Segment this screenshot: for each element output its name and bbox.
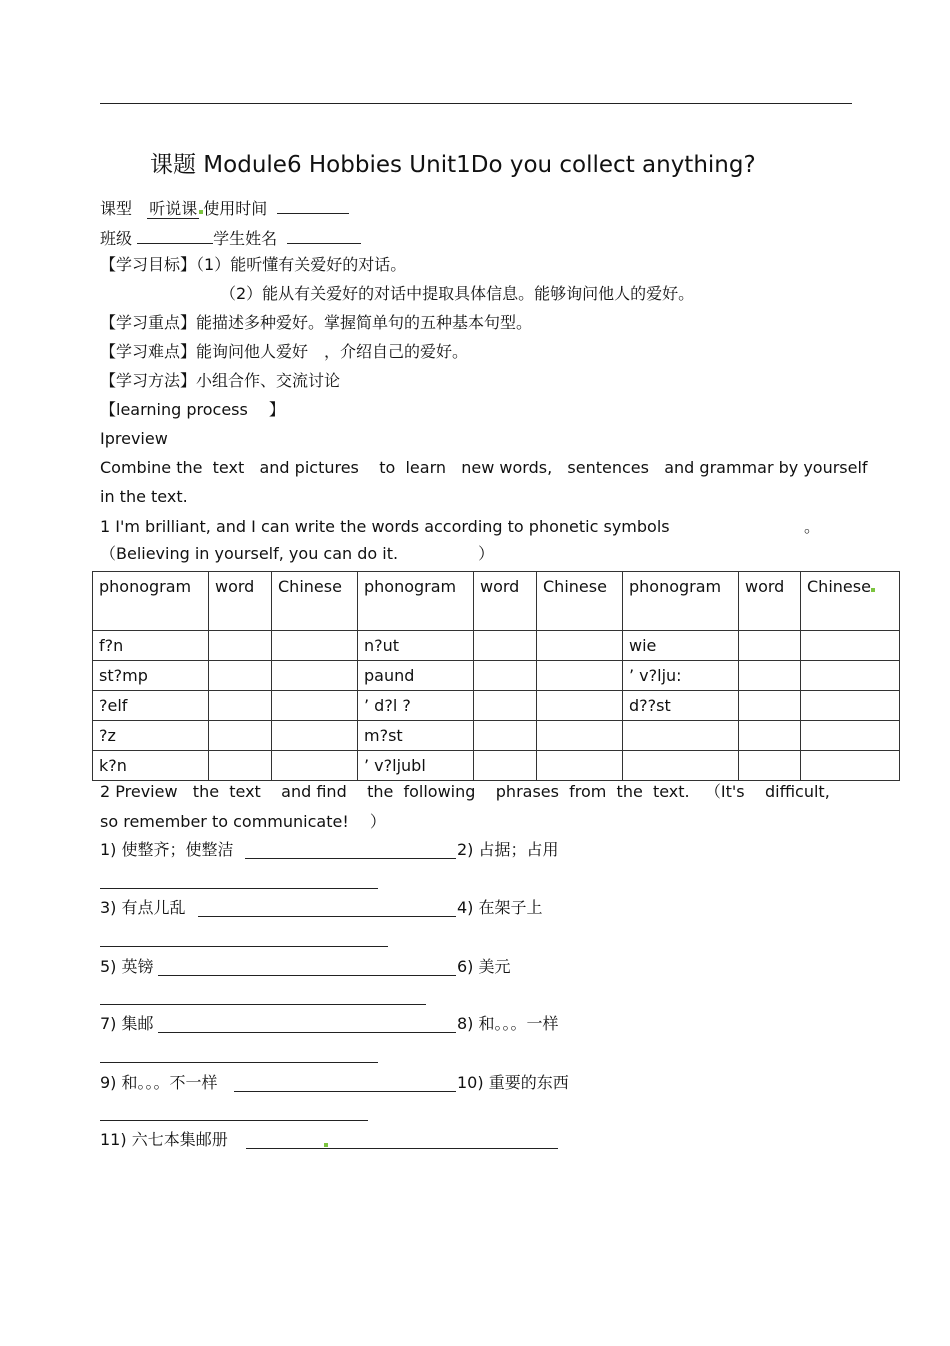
difficulty: 【学习难点】能询问他人爱好 ，介绍自己的爱好。	[100, 342, 469, 361]
header-cell	[801, 572, 900, 631]
phonetic-table	[92, 571, 900, 781]
task1-line-2: （Believing in yourself, you can do it. ）	[100, 544, 495, 563]
phrase-8-label: 8) 和。。。一样	[457, 1014, 559, 1033]
header-cell: word	[739, 572, 801, 631]
phonogram-cell: n?ut	[358, 631, 474, 661]
task2-line-2: so remember to communicate! ）	[100, 812, 386, 831]
table-row	[93, 691, 900, 721]
lesson-type-value: 听说课	[149, 199, 198, 218]
class-line	[100, 227, 361, 249]
top-rule	[100, 103, 852, 104]
word-cell[interactable]	[739, 691, 801, 721]
phonogram-cell: paund	[358, 661, 474, 691]
task2-line-1: 2 Preview the text and find the following phrases from the text. （It's difficult,	[100, 782, 830, 801]
phrase-11-blank[interactable]	[246, 1148, 558, 1149]
chinese-cell[interactable]	[272, 691, 358, 721]
chinese-cell[interactable]	[801, 721, 900, 751]
phrase-3-label: 3) 有点儿乱	[100, 898, 186, 917]
intro-line-1: Combine the text and pictures to learn new words, sentences and grammar by yourself	[100, 458, 868, 477]
chinese-cell[interactable]	[801, 631, 900, 661]
table-header-row	[93, 572, 900, 631]
chinese-cell[interactable]	[272, 661, 358, 691]
phonogram-cell: ’ v?ljubl	[358, 751, 474, 781]
task1-end-mark: 。	[804, 517, 821, 536]
marker-dot	[871, 588, 875, 592]
phonogram-cell	[623, 751, 739, 781]
task1-line-1: 1 I'm brilliant, and I can write the words according to phonetic symbols	[100, 517, 670, 536]
lesson-type-label: 课型	[100, 199, 133, 218]
student-name-blank[interactable]	[287, 227, 361, 244]
chinese-cell[interactable]	[272, 631, 358, 661]
goal-label: 【学习目标】	[100, 255, 197, 274]
word-cell[interactable]	[474, 751, 537, 781]
goal-1: （1）能听懂有关爱好的对话。	[196, 255, 407, 274]
phonogram-cell: ?elf	[93, 691, 209, 721]
phonogram-cell: ’ d?l ?	[358, 691, 474, 721]
header-cell: Chinese	[537, 572, 623, 631]
phrase-10-label: 10) 重要的东西	[457, 1073, 569, 1092]
word-cell[interactable]	[474, 661, 537, 691]
table-row	[93, 661, 900, 691]
chinese-cell[interactable]	[801, 661, 900, 691]
page-title: 课题 Module6 Hobbies Unit1Do you collect anything?	[150, 152, 756, 178]
chinese-cell[interactable]	[801, 751, 900, 781]
header-cell: phonogram	[623, 572, 739, 631]
phonogram-cell: st?mp	[93, 661, 209, 691]
learning-process: 【learning process 】	[100, 400, 285, 419]
time-label: 使用时间	[203, 199, 268, 218]
table-row	[93, 751, 900, 781]
header-chinese: Chinese	[807, 577, 871, 596]
header-cell: word	[209, 572, 272, 631]
word-cell[interactable]	[474, 631, 537, 661]
study-method: 【学习方法】小组合作、交流讨论	[100, 371, 341, 390]
intro-line-2: in the text.	[100, 487, 188, 506]
header-cell: phonogram	[93, 572, 209, 631]
phrase-6-label: 6) 美元	[457, 957, 511, 976]
key-point: 【学习重点】能描述多种爱好。掌握简单句的五种基本句型。	[100, 313, 533, 332]
phrase-8-blank[interactable]	[100, 1062, 378, 1063]
phrase-9-blank[interactable]	[234, 1091, 456, 1092]
phrase-3-blank[interactable]	[198, 916, 456, 917]
phonogram-cell: ?z	[93, 721, 209, 751]
phonogram-cell: m?st	[358, 721, 474, 751]
header-cell: phonogram	[358, 572, 474, 631]
marker-dot	[324, 1143, 328, 1147]
time-blank[interactable]	[277, 197, 349, 214]
word-cell[interactable]	[739, 661, 801, 691]
chinese-cell[interactable]	[272, 721, 358, 751]
word-cell[interactable]	[739, 631, 801, 661]
chinese-cell[interactable]	[537, 751, 623, 781]
phrase-5-blank[interactable]	[158, 975, 456, 976]
phonogram-cell: k?n	[93, 751, 209, 781]
chinese-cell[interactable]	[537, 661, 623, 691]
phrase-4-blank[interactable]	[100, 946, 388, 947]
goal-2: （2）能从有关爱好的对话中提取具体信息。能够询问他人的爱好。	[220, 284, 695, 303]
phrase-1-label: 1) 使整齐；使整洁	[100, 840, 234, 859]
word-cell[interactable]	[474, 691, 537, 721]
word-cell[interactable]	[209, 631, 272, 661]
phrase-6-blank[interactable]	[100, 1004, 426, 1005]
phrase-2-blank[interactable]	[100, 888, 378, 889]
table-row	[93, 631, 900, 661]
word-cell[interactable]	[739, 751, 801, 781]
word-cell[interactable]	[209, 691, 272, 721]
phonogram-cell: ’ v?lju:	[623, 661, 739, 691]
phonogram-cell: f?n	[93, 631, 209, 661]
phonogram-cell: d??st	[623, 691, 739, 721]
word-cell[interactable]	[474, 721, 537, 751]
table-row	[93, 721, 900, 751]
header-cell: word	[474, 572, 537, 631]
lesson-type-line	[100, 197, 349, 219]
phrase-4-label: 4) 在架子上	[457, 898, 543, 917]
phrase-1-blank[interactable]	[245, 858, 456, 859]
phrase-5-label: 5) 英镑	[100, 957, 154, 976]
phrase-7-label: 7) 集邮	[100, 1014, 154, 1033]
word-cell[interactable]	[209, 721, 272, 751]
phonogram-cell	[623, 721, 739, 751]
chinese-cell[interactable]	[801, 691, 900, 721]
goal-line	[100, 255, 406, 275]
class-label: 班级	[100, 229, 133, 248]
student-name-label: 学生姓名	[213, 229, 278, 248]
header-cell: Chinese	[272, 572, 358, 631]
chinese-cell[interactable]	[537, 721, 623, 751]
phrase-10-blank[interactable]	[100, 1120, 368, 1121]
chinese-cell[interactable]	[272, 751, 358, 781]
phrase-7-blank[interactable]	[158, 1032, 456, 1033]
phrase-9-label: 9) 和。。。不一样	[100, 1073, 218, 1092]
class-blank[interactable]	[137, 227, 213, 244]
word-cell[interactable]	[209, 751, 272, 781]
phrase-2-label: 2) 占据；占用	[457, 840, 559, 859]
phonogram-cell: wie	[623, 631, 739, 661]
preview-heading: Ⅰpreview	[100, 429, 168, 448]
chinese-cell[interactable]	[537, 631, 623, 661]
chinese-cell[interactable]	[537, 691, 623, 721]
phrase-11-label: 11) 六七本集邮册	[100, 1130, 228, 1149]
word-cell[interactable]	[209, 661, 272, 691]
word-cell[interactable]	[739, 721, 801, 751]
